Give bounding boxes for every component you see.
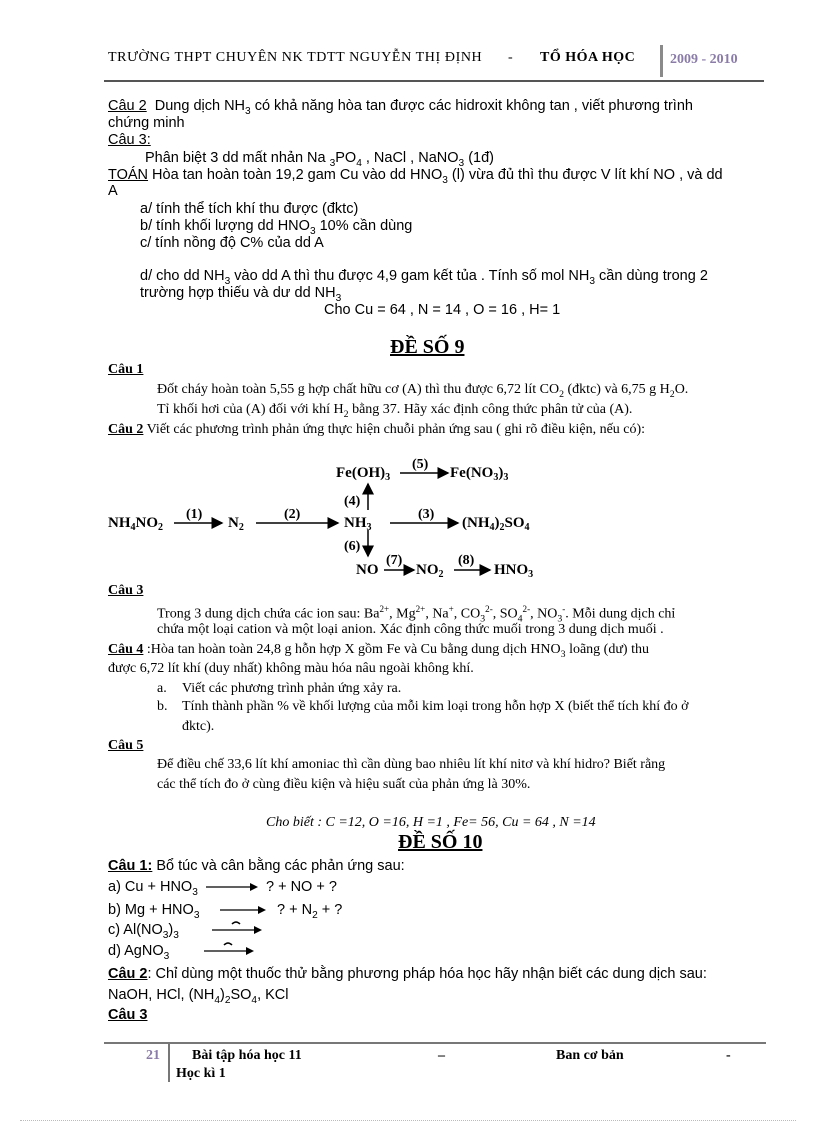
species-nh3: $NH_3$ bbox=[344, 515, 372, 533]
top-given: Cho Cu = 64 , N = 14 , O = 16 , H= 1 bbox=[324, 302, 561, 318]
header-separator bbox=[660, 45, 663, 77]
reaction-c-paren: ) bbox=[168, 922, 174, 938]
sub-3: 3 bbox=[589, 275, 596, 287]
sub-4: 4 bbox=[356, 157, 362, 169]
de9-cau4-a: Viết các phương trình phản ứng xảy ra. bbox=[182, 681, 402, 696]
step-4: (4) bbox=[344, 494, 361, 509]
top-cau3-t1: Phân biệt 3 dd mất nhản Na bbox=[145, 150, 330, 166]
species-feno33: $Fe(NO_3)_3$ bbox=[450, 465, 509, 483]
step-7: (7) bbox=[386, 553, 403, 568]
step-8: (8) bbox=[458, 553, 475, 568]
de10-cau1-text: Bổ túc và cân bằng các phản ứng sau: bbox=[152, 858, 405, 874]
top-qd1: d/ cho dd NH bbox=[140, 268, 225, 284]
de9-c1-l1a: Đốt cháy hoàn toàn 5,55 g hợp chất hữu cơ (A) thì thu được 6,72 lít CO bbox=[157, 382, 560, 397]
de10-c2-l2b: ) bbox=[219, 987, 225, 1003]
footer-level: Ban cơ bản bbox=[556, 1048, 624, 1063]
de9-cau2-line bbox=[108, 421, 645, 438]
reaction-b-r2: + ? bbox=[317, 902, 343, 918]
de9-cau4-a-mark: a. bbox=[157, 681, 167, 696]
footer-term: Học kì 1 bbox=[176, 1066, 226, 1081]
sub-3: 3 bbox=[329, 157, 336, 169]
step-6: (6) bbox=[344, 539, 361, 554]
de9-cau5-label: Câu 5 bbox=[108, 738, 144, 753]
de10-cau3-label: Câu 3 bbox=[108, 1007, 148, 1023]
de9-cau5-line2: các thể tích đo ở cùng điều kiện và hiệu suất của phản ứng là 30%. bbox=[157, 777, 531, 792]
de10-cau2-line2: NaOH, HCl, $(NH_4)_2SO_4$, KCl bbox=[108, 987, 289, 1006]
de9-c1-l1c: O. bbox=[674, 382, 689, 397]
de9-cau3-line2: chứa một loại cation và một loại anion. Xác định công thức muối trong 3 dung dịch muối . bbox=[157, 622, 664, 637]
species-nh4no2: $NH_4NO_2$ bbox=[108, 515, 163, 533]
reaction-d-arrow bbox=[204, 939, 254, 957]
de9-cau4-b-line2: đktc). bbox=[182, 719, 215, 734]
sub-3: 3 bbox=[224, 275, 231, 287]
reaction-scheme bbox=[104, 452, 564, 582]
footer-page-number: 21 bbox=[146, 1048, 160, 1063]
top-cau2-text2: có khả năng hòa tan được các hidroxit không tan , viết phương trình bbox=[250, 98, 693, 114]
de10-c2-l2a: NaOH, HCl, (NH bbox=[108, 987, 215, 1003]
species-feoh3: $Fe(OH)_3$ bbox=[336, 465, 391, 483]
top-toan-line1 bbox=[108, 167, 723, 189]
reaction-c-left: c) Al(NO bbox=[108, 922, 163, 938]
de9-c1-l1b: (đktc) và 6,75 g H bbox=[564, 382, 670, 397]
top-question-d2 bbox=[140, 285, 341, 307]
species-nh42so4: $(NH_4)_2SO_4$ bbox=[462, 515, 530, 533]
top-cau3-t4: (1đ) bbox=[464, 150, 494, 166]
top-cau3-t3: , NaCl , NaNO bbox=[361, 150, 459, 166]
de9-c4-l1a: :Hòa tan hoàn toàn 24,8 g hỗn hợp X gồm Fe và Cu bằng dung dịch HNO bbox=[143, 642, 561, 657]
header-year: 2009 - 2010 bbox=[670, 52, 738, 67]
footer-dash-1: – bbox=[438, 1048, 445, 1063]
de10-title: ĐỀ SỐ 10 bbox=[398, 831, 483, 853]
species-no: NO bbox=[356, 562, 379, 578]
de9-given: Cho biết : C =12, O =16, H =1 , Fe= 56, Cu = 64 , N =14 bbox=[266, 815, 596, 830]
de9-cau4-b-mark: b. bbox=[157, 699, 168, 714]
reaction-d: d) AgNO$_3$ bbox=[108, 943, 170, 962]
reaction-d-left: d) AgNO bbox=[108, 943, 164, 959]
page-bottom-border bbox=[20, 1120, 796, 1121]
header-department: TỔ HÓA HỌC bbox=[540, 50, 636, 65]
reaction-b-right: ? + $N_2$ + ? bbox=[277, 902, 343, 921]
de9-cau3-label: Câu 3 bbox=[108, 583, 144, 598]
reaction-b-arrow bbox=[220, 903, 266, 917]
de10-cau1-line bbox=[108, 858, 405, 875]
header-rule bbox=[104, 80, 764, 82]
sub-3: 3 bbox=[442, 174, 448, 186]
de9-cau4-label: Câu 4 bbox=[108, 642, 144, 657]
de9-cau4-line2: được 6,72 lít khí (duy nhất) không màu hóa nâu ngoài không khí. bbox=[108, 661, 474, 676]
de10-c2-l2d: , KCl bbox=[257, 987, 289, 1003]
de10-cau1-label: Câu 1: bbox=[108, 858, 153, 874]
reaction-c: c) $Al(NO_3)_3$ bbox=[108, 922, 179, 941]
sub-3: 3 bbox=[458, 157, 465, 169]
de9-cau5-line1: Để điều chế 33,6 lít khí amoniac thì cần dùng bao nhiêu lít khí nitơ và khí hidro? Biết rằng bbox=[157, 757, 666, 772]
species-no2: $NO_2$ bbox=[416, 562, 444, 580]
de10-c2-l2c: SO bbox=[230, 987, 252, 1003]
reaction-a: a) $Cu + HNO_3$ bbox=[108, 879, 198, 898]
sub-3: 3 bbox=[245, 105, 251, 117]
top-toan-label: TOÁN bbox=[108, 167, 149, 183]
de10-cau2-text: : Chỉ dùng một thuốc thử bằng phương pháp hóa học hãy nhận biết các dung dịch sau: bbox=[147, 966, 707, 982]
de9-c4-l1b: loãng (dư) thu bbox=[565, 642, 649, 657]
de9-cau1-line2: Tỉ khối hơi của (A) đối với khí $H_2$ bằng 37. Hãy xác định công thức phân tử của (A). bbox=[157, 402, 633, 420]
footer-book: Bài tập hóa học 11 bbox=[192, 1048, 302, 1063]
top-cau3-label: Câu 3: bbox=[108, 132, 151, 148]
species-hno3: $HNO_3$ bbox=[494, 562, 534, 580]
top-qd3: cần dùng trong 2 bbox=[595, 268, 708, 284]
header-dash: - bbox=[508, 50, 513, 65]
de9-cau2-label: Câu 2 bbox=[108, 422, 144, 437]
de10-cau2-label: Câu 2 bbox=[108, 966, 148, 982]
reaction-c-arrow bbox=[212, 918, 262, 936]
top-qb2: 10% cần dùng bbox=[315, 218, 413, 234]
top-toan-line2: A bbox=[108, 183, 118, 199]
reaction-a-left: a) Cu + HNO bbox=[108, 879, 193, 895]
top-cau2-line1 bbox=[108, 98, 693, 120]
top-question-a: a/ tính thể tích khí thu được (đktc) bbox=[140, 201, 359, 217]
step-3: (3) bbox=[418, 507, 435, 522]
step-1: (1) bbox=[186, 507, 203, 522]
de9-c3-tail: . Mỗi dung dịch chỉ bbox=[565, 606, 676, 622]
footer-separator bbox=[168, 1044, 170, 1082]
de9-cau4-b-line1: Tính thành phần % về khối lượng của mỗi kim loại trong hỗn hợp X (biết thể tích khí đo ở bbox=[182, 699, 689, 714]
top-toan-t1: Hòa tan hoàn toàn 19,2 gam Cu vào dd HNO bbox=[148, 167, 443, 183]
top-toan-t2: (l) vừa đủ thì thu được V lít khí NO , và dd bbox=[447, 167, 723, 183]
reaction-b: b) $Mg + HNO_3$ bbox=[108, 902, 200, 921]
de9-cau4-line1: Câu 4 :Hòa tan hoàn toàn 24,8 g hỗn hợp X gồm Fe và Cu bằng dung dịch $HNO_3$ loãng (dư) thu bbox=[108, 642, 649, 660]
reaction-b-left: b) Mg + HNO bbox=[108, 902, 194, 918]
top-question-c: c/ tính nồng độ C% của dd A bbox=[140, 235, 324, 251]
top-cau3-t2: PO bbox=[335, 150, 357, 166]
footer-dash-2: - bbox=[726, 1048, 731, 1063]
de9-c1-l2b: bằng 37. Hãy xác định công thức phân tử của (A). bbox=[348, 402, 633, 417]
reaction-a-arrow bbox=[206, 880, 258, 894]
header-school: TRƯỜNG THPT CHUYÊN NK TDTT NGUYỄN THỊ ĐỊNH bbox=[108, 50, 483, 65]
de9-cau1-line1: Đốt cháy hoàn toàn 5,55 g hợp chất hữu cơ (A) thì thu được 6,72 lít $CO_2$ (đktc) và 6,75 g $H_2O$. bbox=[157, 382, 689, 400]
top-cau2-line2: chứng minh bbox=[108, 115, 185, 131]
top-qb1: b/ tính khối lượng dd HNO bbox=[140, 218, 310, 234]
de9-title: ĐỀ SỐ 9 bbox=[390, 336, 465, 358]
sub-3: 3 bbox=[335, 292, 342, 304]
de9-cau2-text: Viết các phương trình phản ứng thực hiện chuỗi phản ứng sau ( ghi rõ điều kiện, nếu có): bbox=[143, 422, 646, 437]
de10-cau2-line1 bbox=[108, 966, 707, 983]
de9-cau1-label: Câu 1 bbox=[108, 362, 144, 377]
step-5: (5) bbox=[412, 457, 429, 472]
reaction-b-r1: ? + N bbox=[277, 902, 313, 918]
de9-cau3-line1: Trong 3 dung dịch chứa các ion sau: $Ba^{2+}$, $Mg^{2+}$, Na+, $CO_3^{2-}$, $SO_4^{2-}$, $NO_3^-$. Mỗi dung dịch chỉ bbox=[157, 604, 676, 625]
footer-rule bbox=[104, 1042, 766, 1044]
reaction-a-right: ? + NO + ? bbox=[266, 879, 337, 895]
species-n2: $N_2$ bbox=[228, 515, 244, 533]
top-cau2-label: Câu 2 bbox=[108, 98, 147, 114]
top-qd2: vào dd A thì thu được 4,9 gam kết tủa . Tính số mol NH bbox=[230, 268, 590, 284]
step-2: (2) bbox=[284, 507, 301, 522]
top-qd4: trường hợp thiếu và dư dd NH bbox=[140, 285, 336, 301]
top-cau2-text1: Dung dịch NH bbox=[154, 98, 246, 114]
de9-c3-l1: Trong 3 dung dịch chứa các ion sau: Ba bbox=[157, 606, 380, 622]
sub-3: 3 bbox=[309, 225, 316, 237]
de9-c1-l2a: Tỉ khối hơi của (A) đối với khí H bbox=[157, 402, 344, 417]
